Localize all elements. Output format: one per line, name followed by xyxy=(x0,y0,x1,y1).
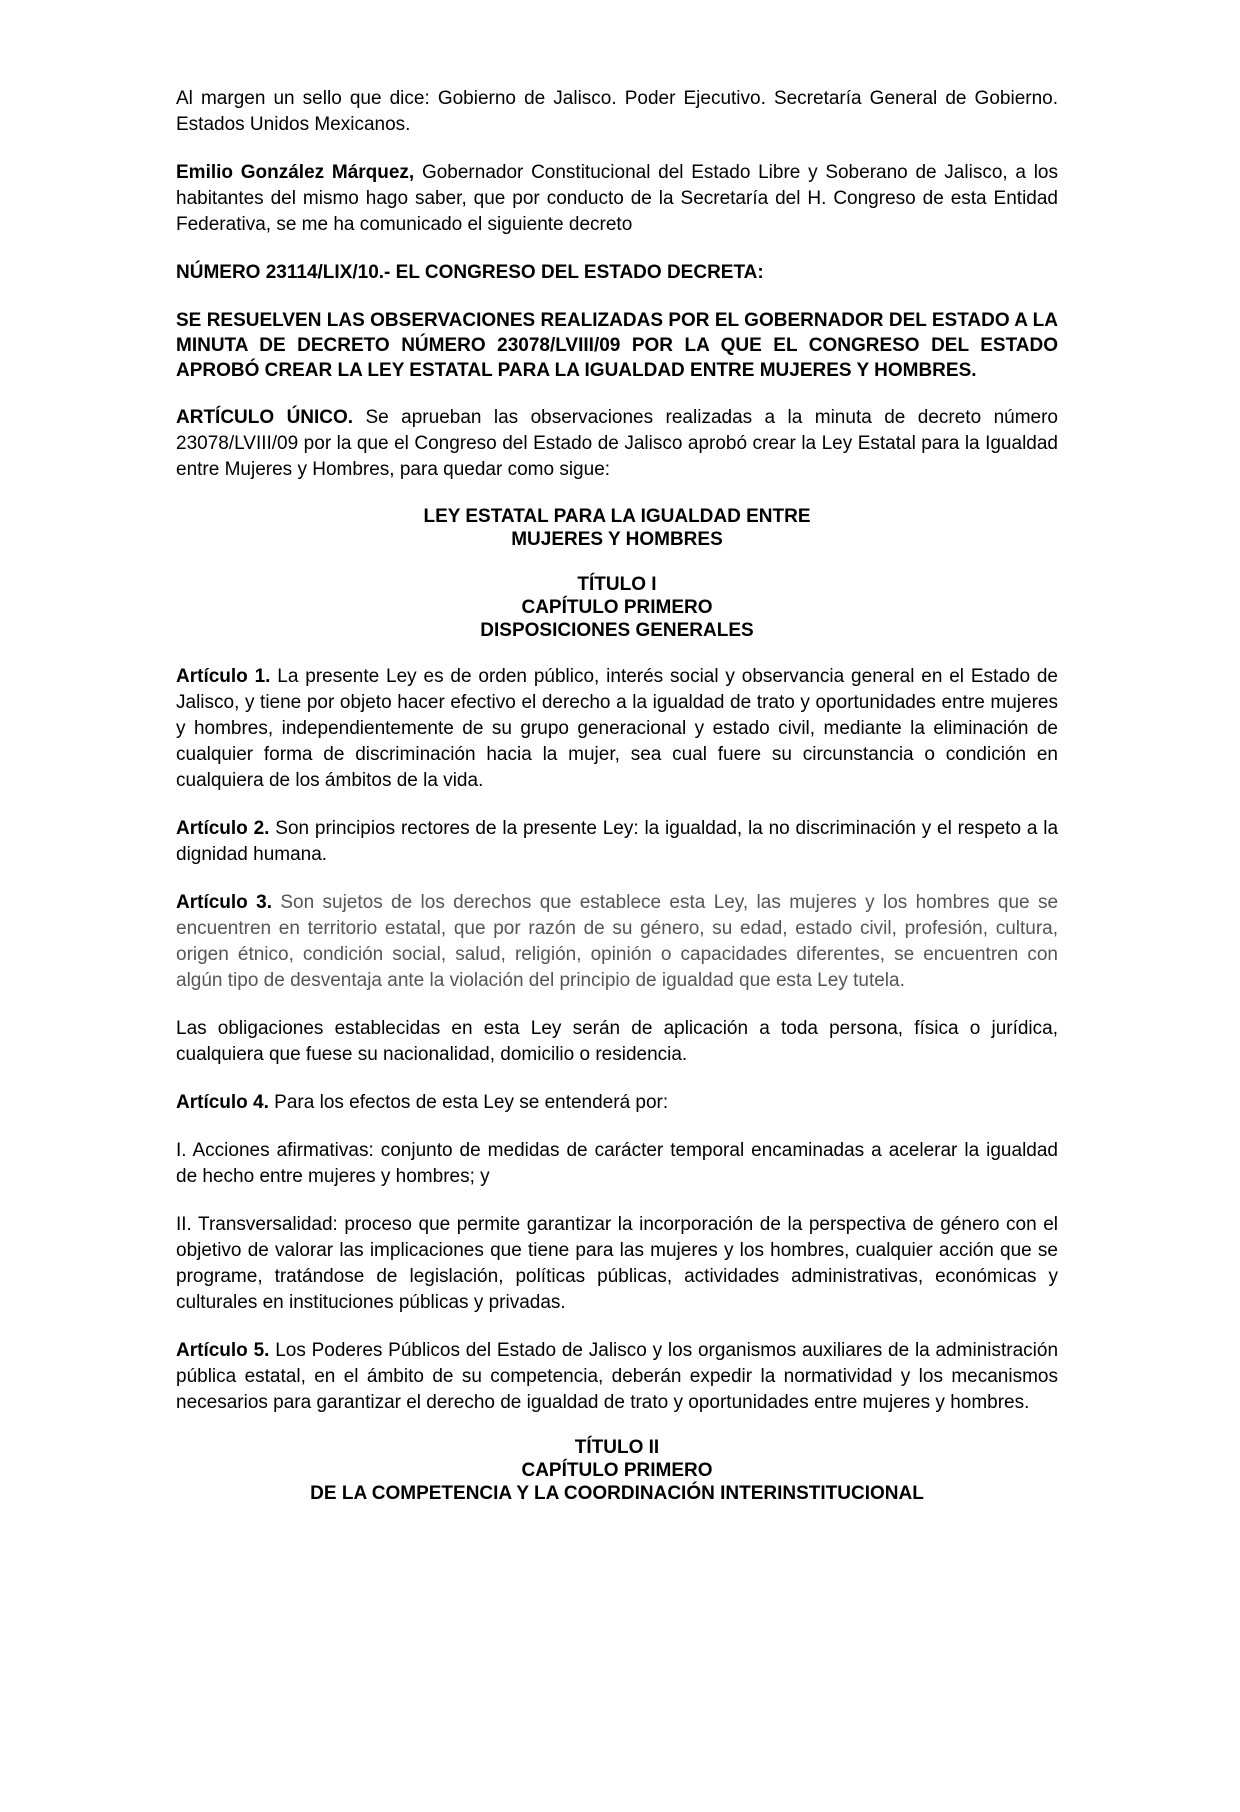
decree-title: SE RESUELVEN LAS OBSERVACIONES REALIZADAS POR EL GOBERNADOR DEL ESTADO A LA MINUTA DE DECRETO NÚMERO 23078/LVIII/09 POR LA QUE EL CONGRESO DEL ESTADO APROBÓ CREAR LA LEY ESTATAL PARA LA IGUALDAD ENTRE MUJERES Y HOMBRES. xyxy=(176,310,1058,381)
article-1-label: Artículo 1. xyxy=(176,666,271,687)
law-title xyxy=(176,505,1058,551)
article-5 xyxy=(176,1338,1058,1416)
seal-note: Al margen un sello que dice: Gobierno de Jalisco. Poder Ejecutivo. Secretaría General de Gobierno. Estados Unidos Mexicanos. xyxy=(176,88,1058,135)
title-2-name: DE LA COMPETENCIA Y LA COORDINACIÓN INTERINSTITUCIONAL xyxy=(310,1483,924,1504)
title-1-heading xyxy=(176,573,1058,642)
article-4 xyxy=(176,1090,1058,1116)
decree-number: NÚMERO 23114/LIX/10.- EL CONGRESO DEL ESTADO DECRETA: xyxy=(176,262,764,283)
article-4-text: Para los efectos de esta Ley se entenderá por: xyxy=(268,1092,669,1113)
article-5-label: Artículo 5. xyxy=(176,1340,270,1361)
article-3-paragraph-2: Las obligaciones establecidas en esta Ley serán de aplicación a toda persona, física o jurídica, cualquiera que fuese su nacionalidad, domicilio o residencia. xyxy=(176,1018,1058,1065)
title-1-chapter: CAPÍTULO PRIMERO xyxy=(521,597,713,618)
title-2-chapter: CAPÍTULO PRIMERO xyxy=(521,1460,713,1481)
governor-text: Gobernador Constitucional del Estado Libre y Soberano de Jalisco, a los habitantes del mismo hago saber, que por conducto de la Secretaría del H. Congreso de esta Entidad Federativa, se me ha comunicado el siguiente decreto xyxy=(176,162,1058,235)
article-unique xyxy=(176,405,1058,483)
article-2-label: Artículo 2. xyxy=(176,818,270,839)
article-5-text: Los Poderes Públicos del Estado de Jalisco y los organismos auxiliares de la administración pública estatal, en el ámbito de su competencia, deberán expedir la normatividad y los mecanismos necesarios para garantizar el derecho de igualdad de trato y oportunidades entre mujeres y hombres. xyxy=(176,1340,1059,1413)
article-4-fraction-ii: II. Transversalidad: proceso que permite garantizar la incorporación de la perspectiva de género con el objetivo de valorar las implicaciones que tiene para las mujeres y los hombres, cualquier acción que se programe, tratándose de legislación, políticas públicas, actividades administrativas, económicas y culturales en instituciones públicas y privadas. xyxy=(176,1214,1058,1313)
article-1 xyxy=(176,664,1058,794)
law-title-line1: LEY ESTATAL PARA LA IGUALDAD ENTRE xyxy=(423,506,811,527)
title-2-label: TÍTULO II xyxy=(574,1437,660,1458)
article-3-label: Artículo 3. xyxy=(176,892,272,913)
governor-name: Emilio González Márquez, xyxy=(176,162,415,183)
article-2 xyxy=(176,816,1058,868)
title-1-name: DISPOSICIONES GENERALES xyxy=(480,620,754,641)
article-3-text: Son sujetos de los derechos que establece esta Ley, las mujeres y los hombres que se encuentren en territorio estatal, que por razón de su género, su edad, estado civil, profesión, cultura, origen étnico, condición social, salud, religión, opinión o capacidades diferentes, se encuentren con algún tipo de desventaja ante la violación del principio de igualdad que esta Ley tutela. xyxy=(176,892,1059,991)
document-page xyxy=(176,86,1058,1527)
article-4-fraction-i: I. Acciones afirmativas: conjunto de medidas de carácter temporal encaminadas a acelerar la igualdad de hecho entre mujeres y hombres; y xyxy=(176,1140,1058,1187)
article-3 xyxy=(176,890,1058,994)
title-1-label: TÍTULO I xyxy=(577,574,657,595)
article-unique-label: ARTÍCULO ÚNICO. xyxy=(176,407,354,428)
article-unique-text: Se aprueban las observaciones realizadas a la minuta de decreto número 23078/LVIII/09 por la que el Congreso del Estado de Jalisco aprobó crear la Ley Estatal para la Igualdad entre Mujeres y Hombres, para quedar como sigue: xyxy=(176,407,1058,480)
article-1-text: La presente Ley es de orden público, interés social y observancia general en el Estado de Jalisco, y tiene por objeto hacer efectivo el derecho a la igualdad de trato y oportunidades entre mujeres y hombres, independientemente de su grupo generacional y estado civil, mediante la eliminación de cualquier forma de discriminación hacia la mujer, sea cual fuere su circunstancia o condición en cualquiera de los ámbitos de la vida. xyxy=(176,666,1058,791)
law-title-line2: MUJERES Y HOMBRES xyxy=(511,529,723,550)
article-4-label: Artículo 4. xyxy=(176,1092,269,1113)
article-2-text: Son principios rectores de la presente Ley: la igualdad, la no discriminación y el respeto a la dignidad humana. xyxy=(176,818,1059,865)
title-2-heading xyxy=(176,1436,1058,1505)
governor-paragraph xyxy=(176,160,1058,238)
